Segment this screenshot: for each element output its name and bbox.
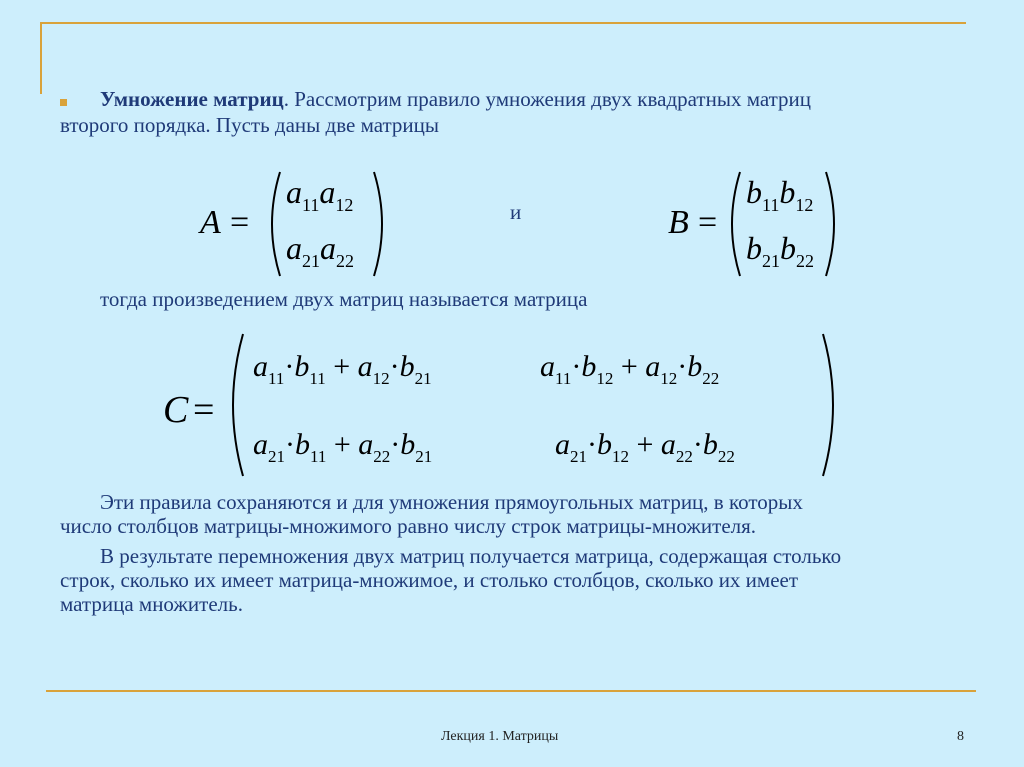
conjunction-and: и bbox=[510, 200, 522, 224]
matrix-b-name: B bbox=[668, 204, 689, 241]
paragraph-2-line-3: матрица множитель. bbox=[60, 592, 243, 616]
matrix-b-row-2: $b_{21}b_{22}$ bbox=[746, 230, 814, 271]
heading-bold: Умножение матриц bbox=[100, 87, 284, 111]
matrix-c-equals: = bbox=[193, 389, 215, 431]
matrix-c-cell-21: $a_{21}\cdot b_{11} + a_{22}\cdot b_{21}$ bbox=[253, 428, 433, 466]
paragraph-1-line-1: Эти правила сохраняются и для умножения прямоугольных матриц, в которых bbox=[100, 490, 803, 514]
heading-rest: . Рассмотрим правило умножения двух квадратных матриц bbox=[283, 87, 812, 111]
matrix-c-name: C bbox=[163, 389, 189, 431]
matrix-a-formula bbox=[200, 168, 400, 280]
matrix-a-name: A bbox=[200, 204, 221, 241]
matrix-a-equals: = bbox=[230, 204, 250, 241]
matrix-b-equals: = bbox=[698, 204, 718, 241]
frame-left-line bbox=[40, 22, 42, 94]
matrix-c-cell-12: $a_{11}\cdot b_{12} + a_{12}\cdot b_{22}$ bbox=[540, 350, 720, 388]
matrix-b-formula bbox=[668, 168, 848, 280]
matrix-c-cell-22: $a_{21}\cdot b_{12} + a_{22}\cdot b_{22}$ bbox=[555, 428, 735, 466]
paragraph-2-line-2: строк, сколько их имеет матрица-множимое, и столько столбцов, сколько их имеет bbox=[60, 568, 799, 592]
footer-title: Лекция 1. Матрицы bbox=[441, 729, 559, 744]
paragraph-2-line-1: В результате перемножения двух матриц получается матрица, содержащая столько bbox=[100, 544, 842, 568]
frame-top-line bbox=[40, 22, 966, 24]
matrix-a-row-1: $a_{11}a_{12}$ bbox=[286, 174, 354, 215]
matrix-c-formula bbox=[155, 330, 845, 480]
matrix-b-row-1: $b_{11}b_{12}$ bbox=[746, 174, 814, 215]
matrix-c-cell-11: $a_{11}\cdot b_{11} + a_{12}\cdot b_{21}$ bbox=[253, 350, 432, 388]
frame-bottom-line bbox=[46, 690, 976, 692]
page-number: 8 bbox=[957, 729, 964, 744]
matrix-a-row-2: $a_{21}a_{22}$ bbox=[286, 230, 354, 271]
paragraph-1-line-2: число столбцов матрицы-множимого равно числу строк матрицы-множителя. bbox=[60, 514, 757, 538]
bullet-square-icon bbox=[60, 99, 67, 106]
text-line-3: тогда произведением двух матриц называется матрица bbox=[100, 287, 588, 311]
text-line-2: второго порядка. Пусть даны две матрицы bbox=[60, 113, 440, 137]
heading-line bbox=[100, 87, 980, 111]
